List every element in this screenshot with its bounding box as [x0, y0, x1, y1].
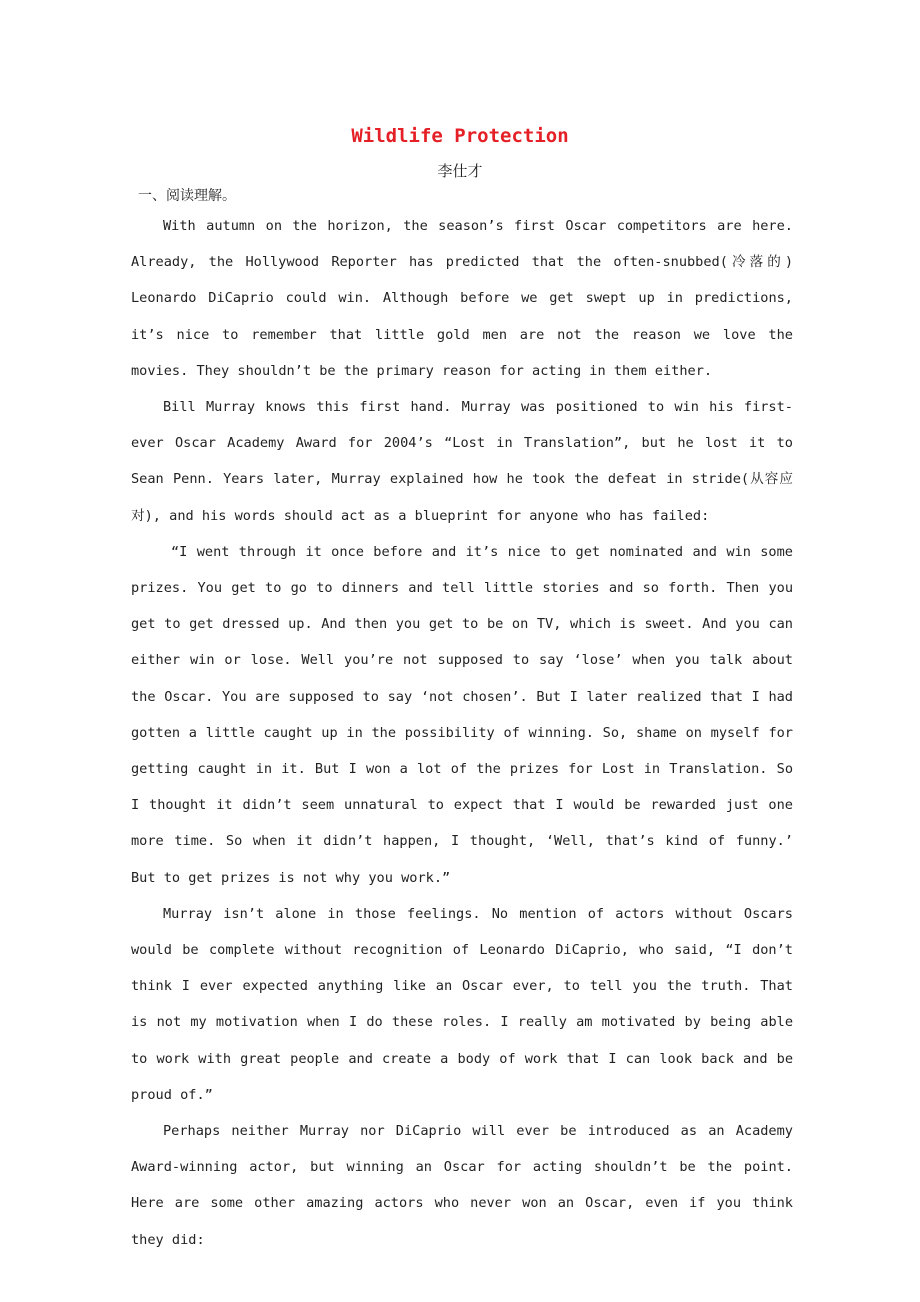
passage-body: [131, 208, 793, 1258]
section-heading: 一、阅读理解。: [138, 188, 236, 204]
paragraph-4: Murray isn’t alone in those feelings. No mention of actors without Oscars would be complete without recognition of Leonardo DiCaprio, who said, “I don’t think I ever expected anything like an Oscar ever, to tell you the truth. That is not my motivation when I do these roles. I really am motivated by being able to work with great people and create a body of work that I can look back and be proud of.”: [131, 905, 793, 1103]
paragraph-3-quote: “I went through it once before and it’s nice to get nominated and win some prizes. You get to go to dinners and tell little stories and so forth. Then you get to get dressed up. And then you get to be on TV, which is sweet. And you can either win or lose. Well you’re not supposed to say ‘lose’ when you talk about the Oscar. You are supposed to say ‘not chosen’. But I later realized that I had gotten a little caught up in the possibility of winning. So, shame on myself for getting caught in it. But I won a lot of the prizes for Lost in Translation. So I thought it didn’t seem unnatural to expect that I would be rewarded just one more time. So when it didn’t happen, I thought, ‘Well, that’s kind of funny.’ But to get prizes is not why you work.”: [131, 543, 793, 886]
paragraph-1: With autumn on the horizon, the season’s first Oscar competitors are here. Already, the Hollywood Reporter has predicted that the often-snubbed(冷落的) Leonardo DiCaprio could win. Although before we get swept up in predictions, it’s nice to remember that little gold men are not the reason we love the movies. They shouldn’t be the primary reason for acting in them either.: [131, 218, 793, 379]
document-author: 李仕才: [437, 162, 483, 180]
paragraph-5: Perhaps neither Murray nor DiCaprio will ever be introduced as an Academy Award-winning actor, but winning an Oscar for acting shouldn’t be the point. Here are some other amazing actors who never won an Oscar, even if you think they did:: [131, 1123, 793, 1248]
document-title: Wildlife Protection: [351, 125, 569, 147]
paragraph-2: Bill Murray knows this first hand. Murray was positioned to win his first-ever Oscar Academy Award for 2004’s “Lost in Translation”, but he lost it to Sean Penn. Years later, Murray explained how he took the defeat in stride(从容应对), and his words should act as a blueprint for anyone who has failed:: [131, 399, 793, 524]
